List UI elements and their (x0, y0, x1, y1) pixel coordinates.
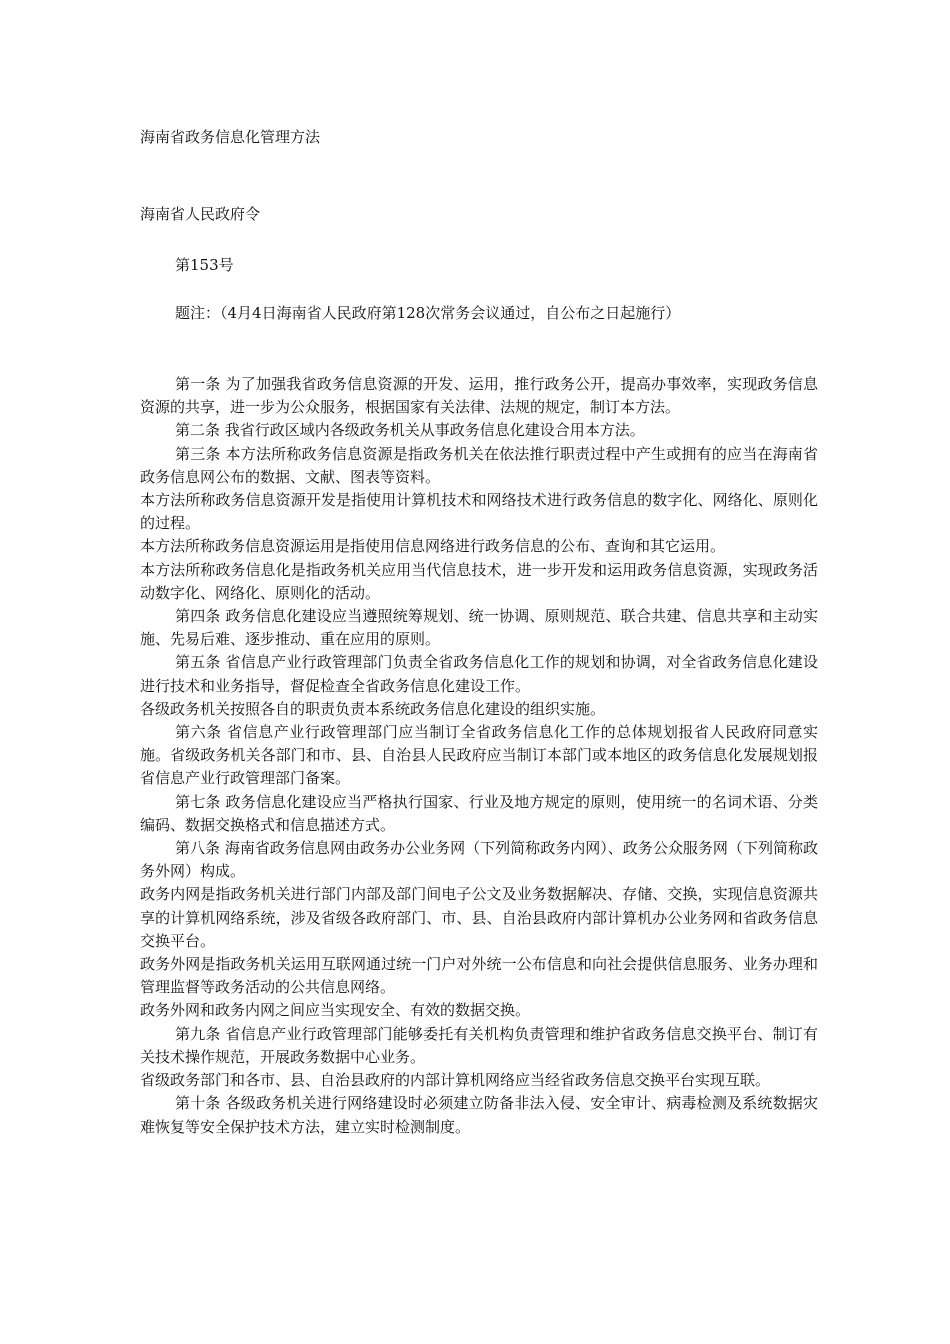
article-6: 第六条 省信息产业行政管理部门应当制订全省政务信息化工作的总体规划报省人民政府同意实施。省级政务机关各部门和市、县、自治县人民政府应当制订本部门或本地区的政务信息化发展规划报省信息产业行政管理部门备案。 (140, 723, 818, 788)
document-note: 题注：（4月4日海南省人民政府第128次常务会议通过，自公布之日起施行） (175, 304, 681, 322)
article-3-clause-4: 本方法所称政务信息化是指政务机关应用当代信息技术，进一步开发和运用政务信息资源，实现政务活动数字化、网络化、原则化的活动。 (140, 560, 818, 602)
article-7: 第七条 政务信息化建设应当严格执行国家、行业及地方规定的原则，使用统一的名词术语、分类编码、数据交换格式和信息描述方式。 (140, 792, 818, 834)
article-8-clause-4: 政务外网和政务内网之间应当实现安全、有效的数据交换。 (140, 1001, 531, 1020)
article-1: 第一条 为了加强我省政务信息资源的开发、运用，推行政务公开，提高办事效率，实现政务信息资源的共享，进一步为公众服务，根据国家有关法律、法规的规定，制订本方法。 (140, 375, 818, 417)
article-9: 第九条 省信息产业行政管理部门能够委托有关机构负责管理和维护省政务信息交换平台、制订有关技术操作规范，开展政务数据中心业务。 (140, 1024, 818, 1066)
document-title: 海南省政务信息化管理方法 (140, 128, 321, 146)
order-title: 海南省人民政府令 (140, 205, 261, 223)
article-3: 第三条 本方法所称政务信息资源是指政务机关在依法推行职责过程中产生或拥有的应当在海南省政务信息网公布的数据、文献、图表等资料。 (140, 444, 818, 486)
article-8: 第八条 海南省政务信息网由政务办公业务网（下列简称政务内网）、政务公众服务网（下列简称政务外网）构成。 (140, 839, 818, 881)
article-3-clause-3: 本方法所称政务信息资源运用是指使用信息网络进行政务信息的公布、查询和其它运用。 (140, 537, 726, 556)
order-number: 第153号 (175, 256, 234, 274)
document-body (140, 373, 818, 1139)
article-8-clause-3: 政务外网是指政务机关运用互联网通过统一门户对外统一公布信息和向社会提供信息服务、业务办理和管理监督等政务活动的公共信息网络。 (140, 955, 818, 997)
article-8-clause-2: 政务内网是指政务机关进行部门内部及部门间电子公文及业务数据解决、存储、交换，实现信息资源共享的计算机网络系统，涉及省级各政府部门、市、县、自治县政府内部计算机办公业务网和省政务信息交换平台。 (140, 885, 818, 950)
article-5: 第五条 省信息产业行政管理部门负责全省政务信息化工作的规划和协调，对全省政务信息化建设进行技术和业务指导，督促检查全省政务信息化建设工作。 (140, 653, 818, 695)
article-4: 第四条 政务信息化建设应当遵照统筹规划、统一协调、原则规范、联合共建、信息共享和主动实施、先易后难、逐步推动、重在应用的原则。 (140, 607, 818, 649)
article-3-clause-2: 本方法所称政务信息资源开发是指使用计算机技术和网络技术进行政务信息的数字化、网络化、原则化的过程。 (140, 491, 818, 533)
article-2: 第二条 我省行政区域内各级政务机关从事政务信息化建设合用本方法。 (175, 421, 645, 440)
article-5-clause-2: 各级政务机关按照各自的职责负责本系统政务信息化建设的组织实施。 (140, 699, 606, 718)
article-10: 第十条 各级政务机关进行网络建设时必须建立防备非法入侵、安全审计、病毒检测及系统数据灾难恢复等安全保护技术方法，建立实时检测制度。 (140, 1094, 818, 1136)
article-9-clause-2: 省级政务部门和各市、县、自治县政府的内部计算机网络应当经省政务信息交换平台实现互联。 (140, 1071, 771, 1090)
